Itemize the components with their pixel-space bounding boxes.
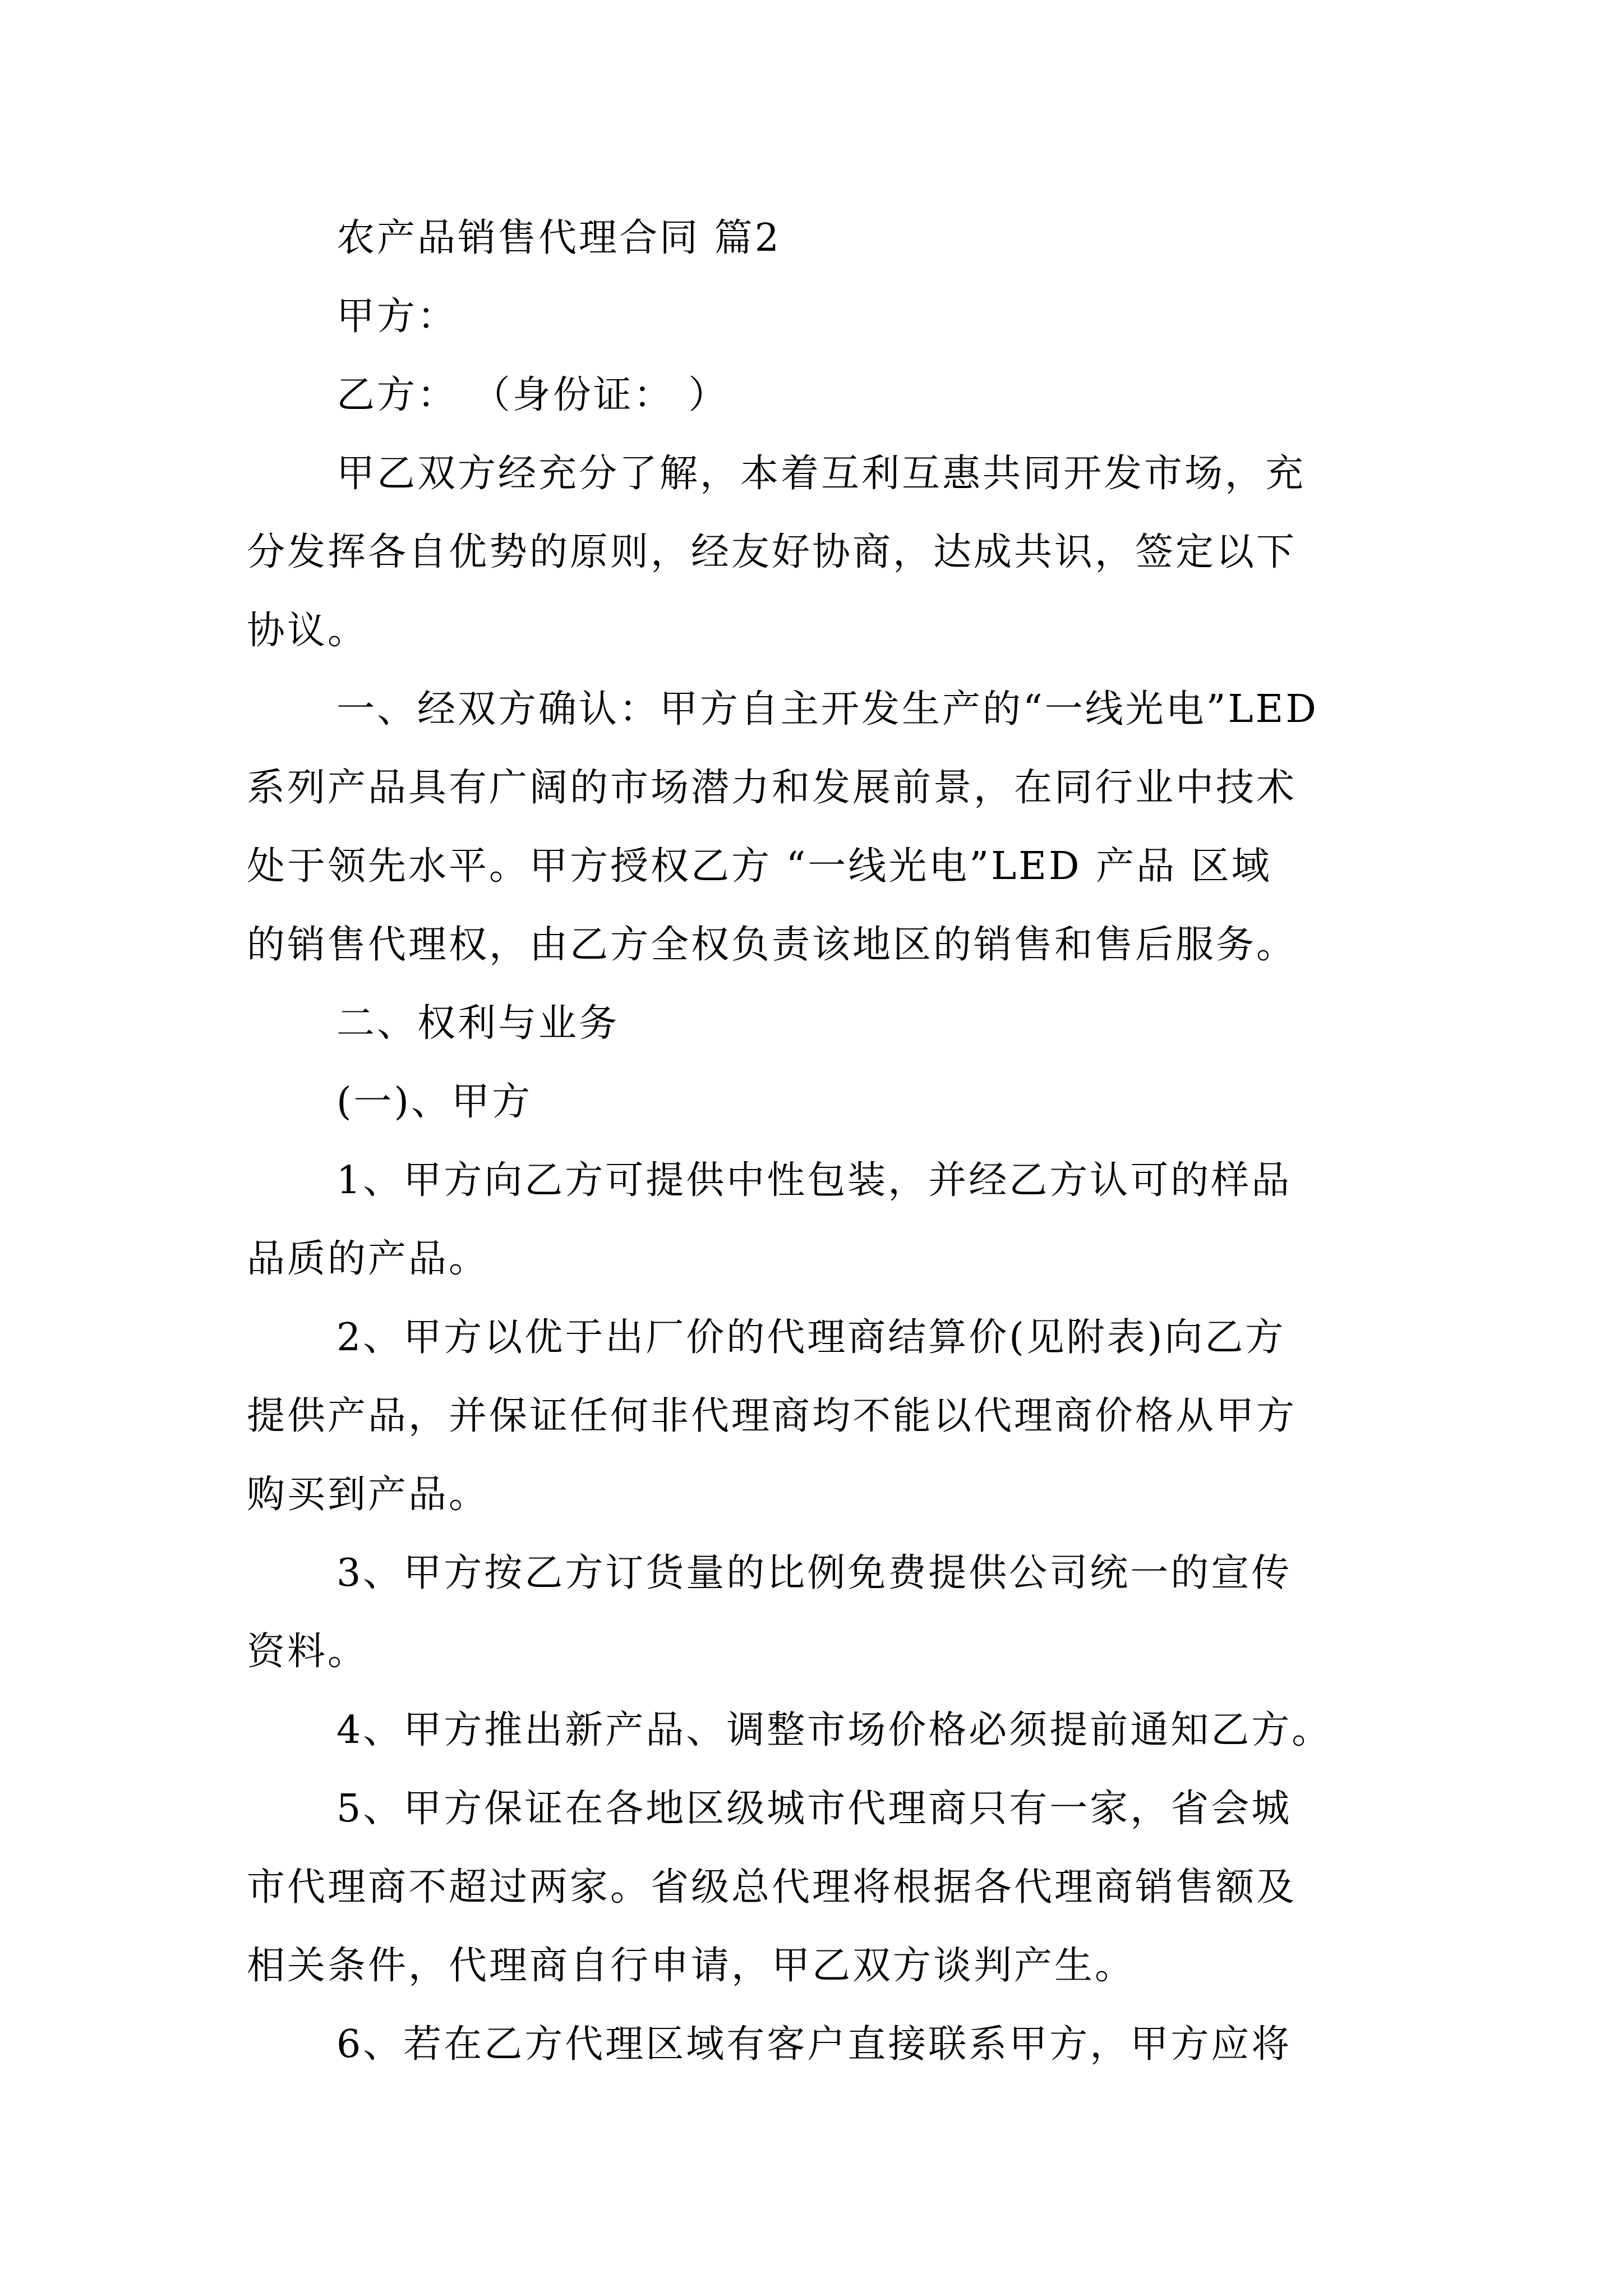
paragraph-line: 2、甲方以优于出厂价的代理商结算价(见附表)向乙方 <box>336 1315 1286 1360</box>
paragraph-line: 提供产品，并保证任何非代理商均不能以代理商价格从甲方 <box>247 1394 1297 1438</box>
section-heading: 二、权利与业务 <box>336 1001 620 1046</box>
document-title: 农产品销售代理合同 篇2 <box>336 216 781 260</box>
paragraph-line: 甲乙双方经充分了解，本着互利互惠共同开发市场，充 <box>336 452 1306 496</box>
paragraph-line: 资料。 <box>247 1630 368 1674</box>
paragraph-line: 购买到产品。 <box>247 1473 490 1517</box>
paragraph-line: 市代理商不超过两家。省级总代理将根据各代理商销售额及 <box>247 1865 1297 1910</box>
paragraph-line: 的销售代理权，由乙方全权负责该地区的销售和售后服务。 <box>247 923 1297 967</box>
paragraph-line: 一、经双方确认：甲方自主开发生产的“一线光电”LED <box>336 687 1318 731</box>
paragraph-line: 系列产品具有广阔的市场潜力和发展前景，在同行业中技术 <box>247 766 1297 810</box>
paragraph-line: 3、甲方按乙方订货量的比例免费提供公司统一的宣传 <box>336 1551 1292 1595</box>
party-b-line: 乙方： （身份证： ） <box>336 373 729 417</box>
paragraph-line: 6、若在乙方代理区域有客户直接联系甲方，甲方应将 <box>336 2022 1292 2067</box>
paragraph-line: 4、甲方推出新产品、调整市场价格必须提前通知乙方。 <box>336 1708 1332 1752</box>
paragraph-line: 品质的产品。 <box>247 1237 490 1281</box>
party-a-line: 甲方： <box>336 295 458 339</box>
paragraph-line: 1、甲方向乙方可提供中性包装，并经乙方认可的样品 <box>336 1158 1292 1203</box>
paragraph-line: 相关条件，代理商自行申请，甲乙双方谈判产生。 <box>247 1944 1136 1988</box>
subsection-heading: (一)、甲方 <box>336 1080 533 1124</box>
paragraph-line: 5、甲方保证在各地区级城市代理商只有一家，省会城 <box>336 1787 1292 1831</box>
paragraph-line: 处于领先水平。甲方授权乙方 “一线光电”LED 产品 区域 <box>247 844 1272 889</box>
paragraph-line: 协议。 <box>247 609 368 653</box>
paragraph-line: 分发挥各自优势的原则，经友好协商，达成共识，签定以下 <box>247 530 1297 574</box>
